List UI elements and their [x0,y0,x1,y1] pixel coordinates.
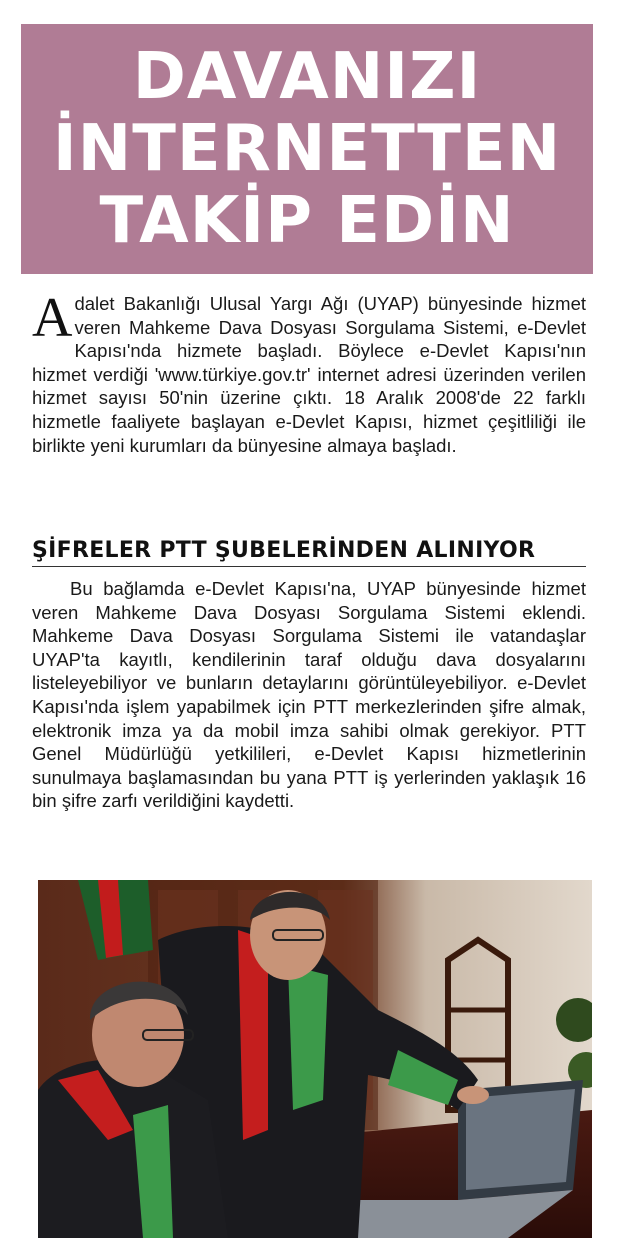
photo-two-men-in-robes-at-laptop-icon [38,880,592,1238]
article-photo [38,880,592,1238]
body-paragraph: Bu bağlamda e-Devlet Kapısı'na, UYAP bünyesinde hizmet veren Mahkeme Dava Dosyası Sorgulama Sistemi eklendi. Mahkeme Dava Dosyası Sorgulama Sistemi ile vatandaşlar UYAP'ta kayıtlı, kendilerinin taraf olduğu dava dosyalarını listeleyebiliyor ve bunların detaylarını görüntüleyebiliyor. e-Devlet Kapısı'nda işlem yapabilmek için PTT merkezlerinden şifre almak, elektronik imza ya da mobil imza sahibi olmak gerekiyor. PTT Genel Müdürlüğü yetkilileri, e-Devlet Kapısı hizmetlerinin sunulmaya başlamasından bu yana PTT iş yerlerinden yaklaşık 16 bin şifre zarfı verildiğini kaydetti. [32,578,586,812]
subheading: ŞİFRELER PTT ŞUBELERİNDEN ALINIYOR [32,536,586,567]
headline-line-3: TAKİP EDİN [99,184,515,258]
lead-paragraph [32,287,586,457]
lead-text: dalet Bakanlığı Ulusal Yargı Ağı (UYAP) bünyesinde hizmet veren Mahkeme Dava Dosyası Sorgulama Sistemi, e-Devlet Kapısı'nda hizmete başladı. Böylece e-Devlet Kapısı'nın hizmet verdiği 'www.türkiye.gov.tr' internet adresi üzerinden verilen hizmet sayısı 50'nin üzerine çıktı. 18 Aralık 2008'de 22 farklı hizmetle faaliyete başlayan e-Devlet Kapısı, hizmet çeşitliliği ile birlikte yeni kurumları da bünyesine almaya başladı. [32,293,586,456]
drop-cap: A [32,287,73,349]
headline-line-2: İNTERNETTEN [52,112,562,186]
headline-banner [21,24,593,274]
headline-line-1: DAVANIZI [132,40,482,114]
